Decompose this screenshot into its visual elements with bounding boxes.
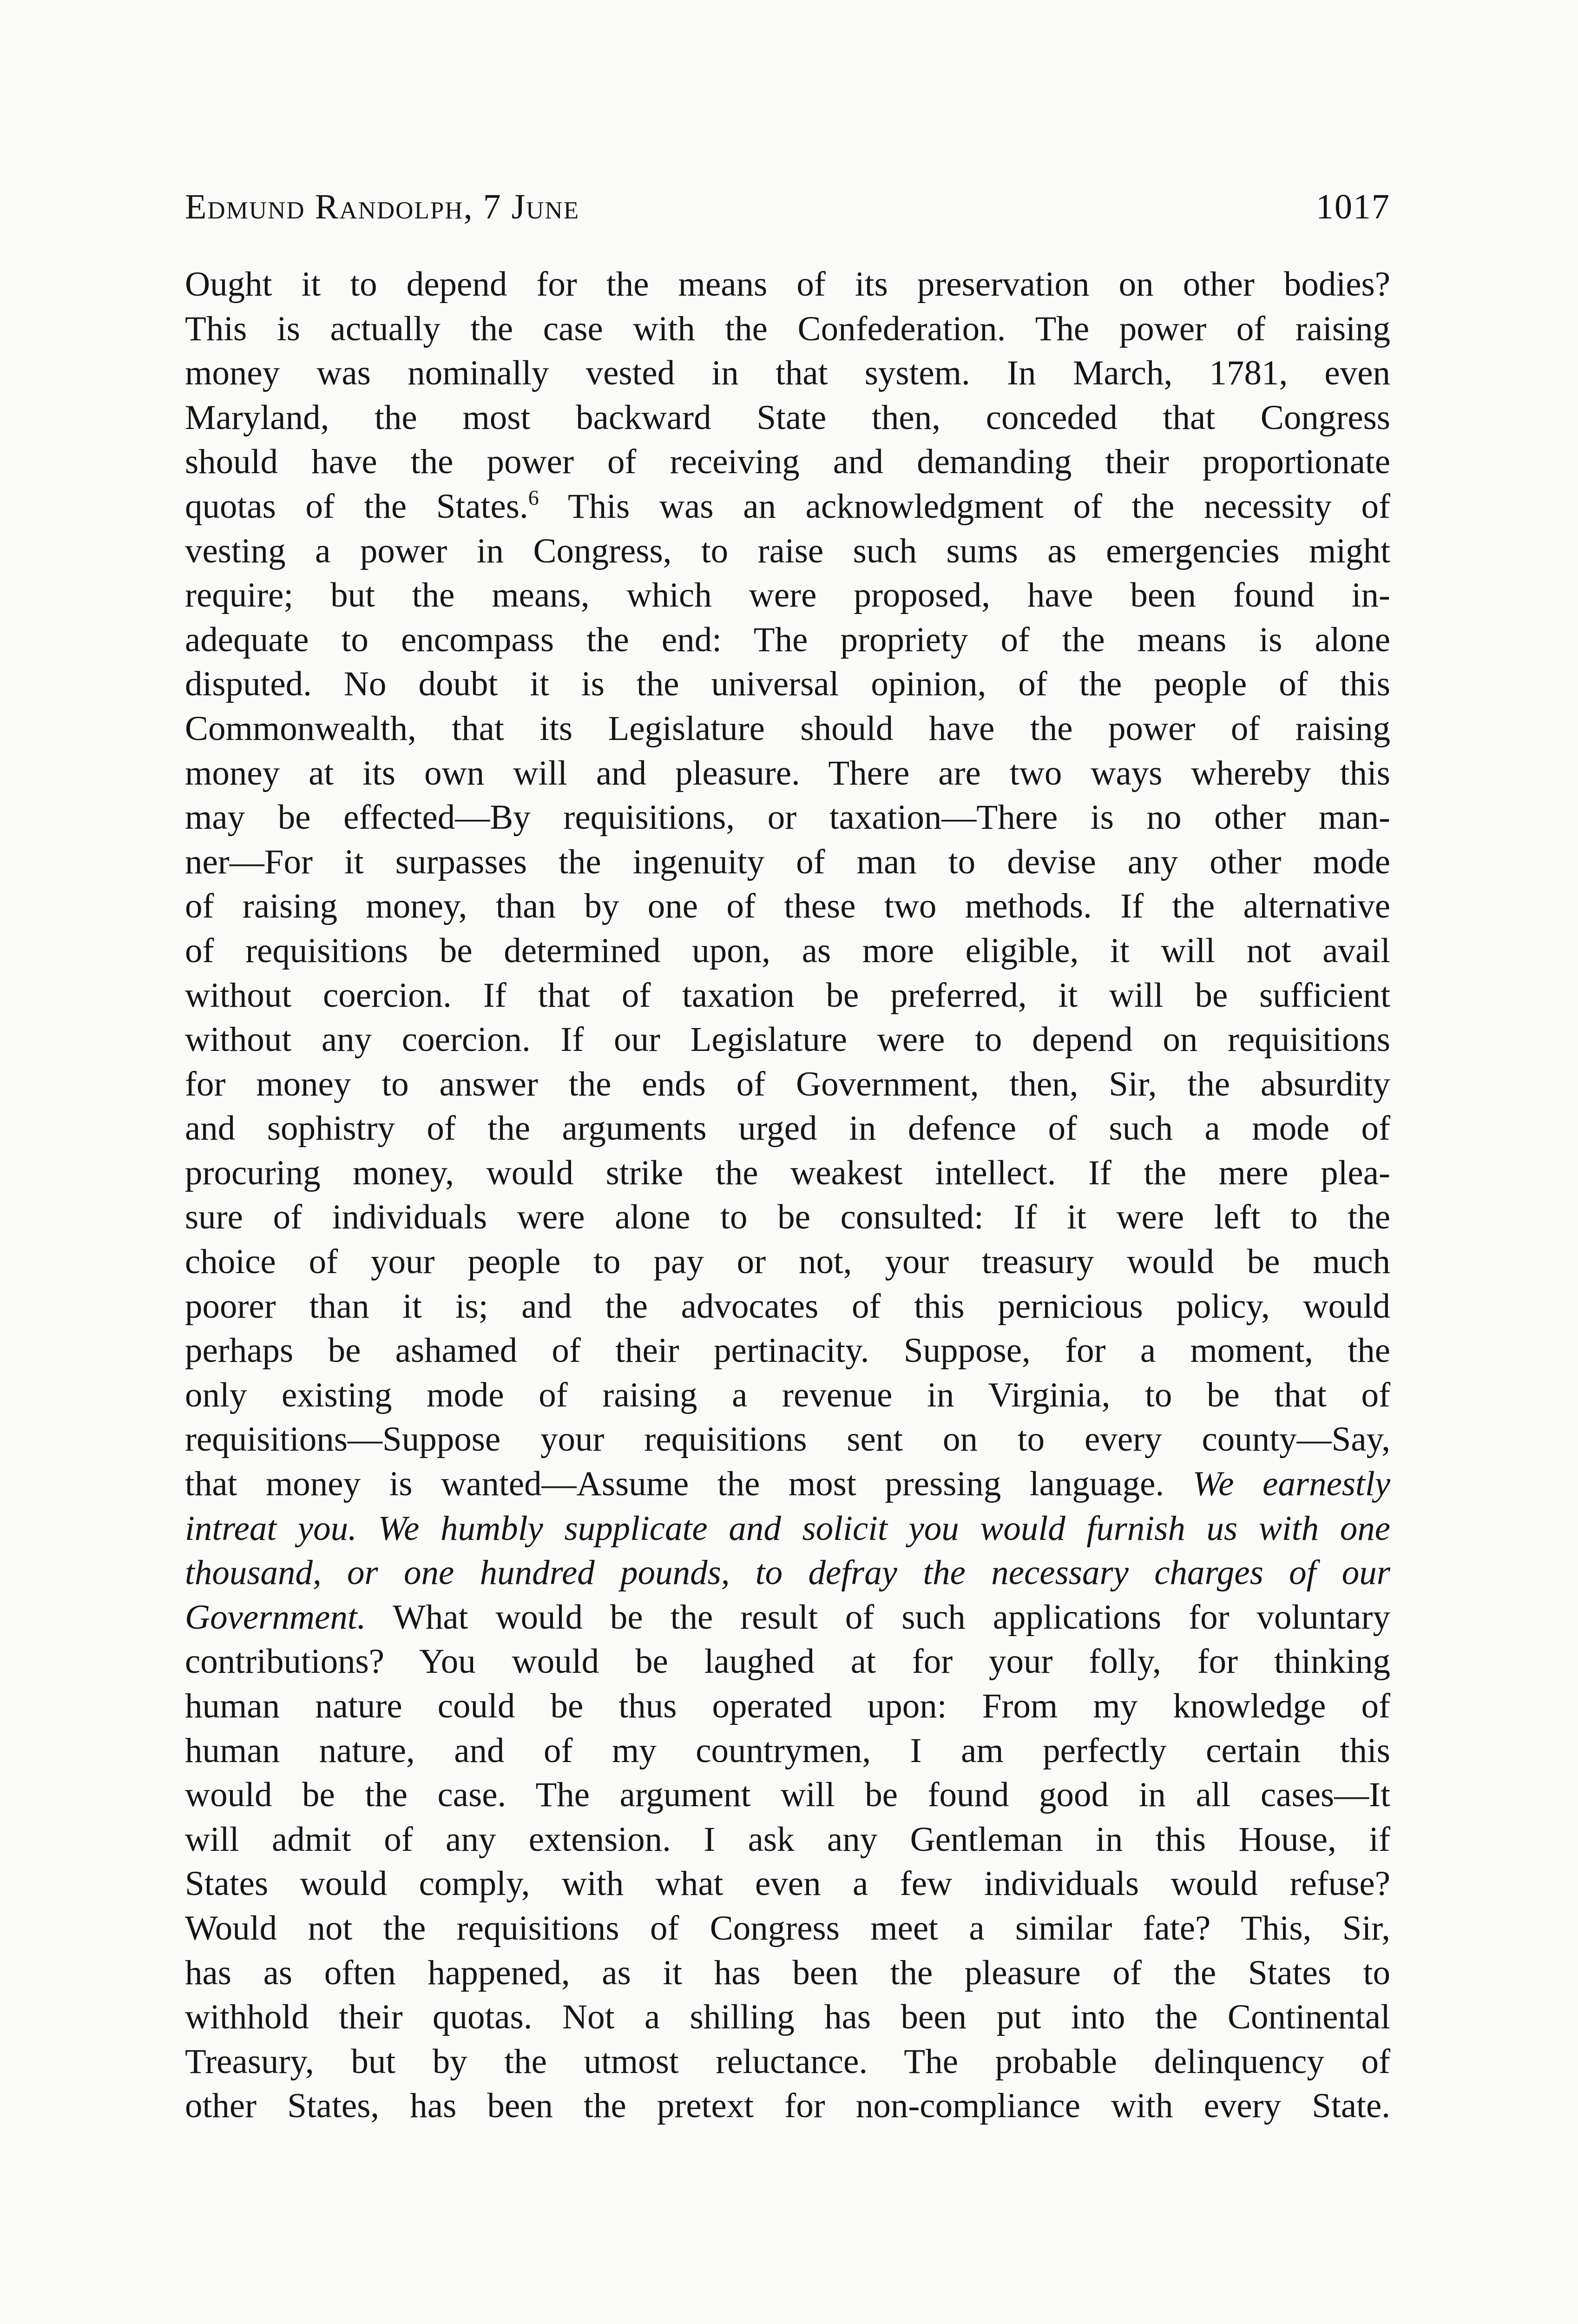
text-segment: This was an acknowledgment of the necessity of [539,487,1390,526]
page-header [185,181,1390,232]
body-text [185,262,1390,2128]
text-line: contributions? You would be laughed at for your folly, for thinking [185,1642,1390,1681]
text-segment: quotas of the States. [185,487,528,526]
text-line: poorer than it is; and the advocates of this pernicious policy, would [185,1287,1390,1326]
text-line: procuring money, would strike the weakest intellect. If the mere plea- [185,1153,1390,1192]
running-head: Edmund Randolph, 7 June [185,187,580,226]
text-line: would be the case. The argument will be found good in all cases—It [185,1776,1390,1815]
text-line: money at its own will and pleasure. There are two ways whereby this [185,753,1390,792]
page-number: 1017 [1316,187,1390,226]
italic-quote-line: thousand, or one hundred pounds, to defray the necessary charges of our [185,1553,1390,1592]
text-line: choice of your people to pay or not, your treasury would be much [185,1242,1390,1281]
text-segment: that money is wanted—Assume the most pressing language. [185,1465,1164,1504]
text-line [185,1595,1390,1640]
text-line: Ought it to depend for the means of its preservation on other bodies? [185,265,1390,304]
text-line: sure of individuals were alone to be consulted: If it were left to the [185,1198,1390,1237]
text-line [185,484,1390,529]
text-line: This is actually the case with the Confederation. The power of raising [185,309,1390,348]
document-page [185,181,1390,2128]
text-line: has as often happened, as it has been the pleasure of the States to [185,1953,1390,1992]
text-segment: What would be the result of such applications for voluntary [366,1598,1390,1637]
text-line: Maryland, the most backward State then, conceded that Congress [185,398,1390,437]
text-line: Commonwealth, that its Legislature should have the power of raising [185,709,1390,748]
text-line: adequate to encompass the end: The propriety of the means is alone [185,620,1390,659]
text-line: ner—For it surpasses the ingenuity of man to devise any other mode [185,842,1390,881]
text-line: human nature, and of my countrymen, I am perfectly certain this [185,1731,1390,1770]
text-line: for money to answer the ends of Government, then, Sir, the absurdity [185,1064,1390,1103]
text-line: vesting a power in Congress, to raise such sums as emergencies might [185,531,1390,570]
text-line: requisitions—Suppose your requisitions sent on to every county—Say, [185,1420,1390,1459]
text-line: Treasury, but by the utmost reluctance. The probable delinquency of [185,2042,1390,2081]
text-line: without coercion. If that of taxation be preferred, it will be sufficient [185,976,1390,1015]
text-line: of requisitions be determined upon, as more eligible, it will not avail [185,931,1390,970]
text-line: money was nominally vested in that system. In March, 1781, even [185,354,1390,393]
text-line: other States, has been the pretext for non-compliance with every State. [185,2086,1390,2126]
text-line: Would not the requisitions of Congress meet a similar fate? This, Sir, [185,1908,1390,1948]
text-line: States would comply, with what even a few individuals would refuse? [185,1864,1390,1903]
text-line: will admit of any extension. I ask any Gentleman in this House, if [185,1820,1390,1859]
text-line: withhold their quotas. Not a shilling has been put into the Continental [185,1998,1390,2037]
text-line: disputed. No doubt it is the universal opinion, of the people of this [185,665,1390,704]
text-line: perhaps be ashamed of their pertinacity. Suppose, for a moment, the [185,1331,1390,1370]
text-line: should have the power of receiving and demanding their proportionate [185,442,1390,482]
italic-quote: We earnestly [1192,1465,1390,1504]
text-line: require; but the means, which were proposed, have been found in- [185,576,1390,615]
text-line: human nature could be thus operated upon: From my knowledge of [185,1687,1390,1725]
italic-quote-line: intreat you. We humbly supplicate and solicit you would furnish us with one [185,1509,1390,1548]
text-line: and sophistry of the arguments urged in defence of such a mode of [185,1109,1390,1148]
text-line: without any coercion. If our Legislature were to depend on requisitions [185,1020,1390,1059]
italic-quote: Government. [185,1598,366,1637]
footnote-reference: 6 [528,485,539,509]
text-line: of raising money, than by one of these two methods. If the alternative [185,887,1390,926]
text-line: only existing mode of raising a revenue in Virginia, to be that of [185,1375,1390,1414]
text-line [185,1462,1390,1506]
text-line: may be effected—By requisitions, or taxation—There is no other man- [185,798,1390,837]
